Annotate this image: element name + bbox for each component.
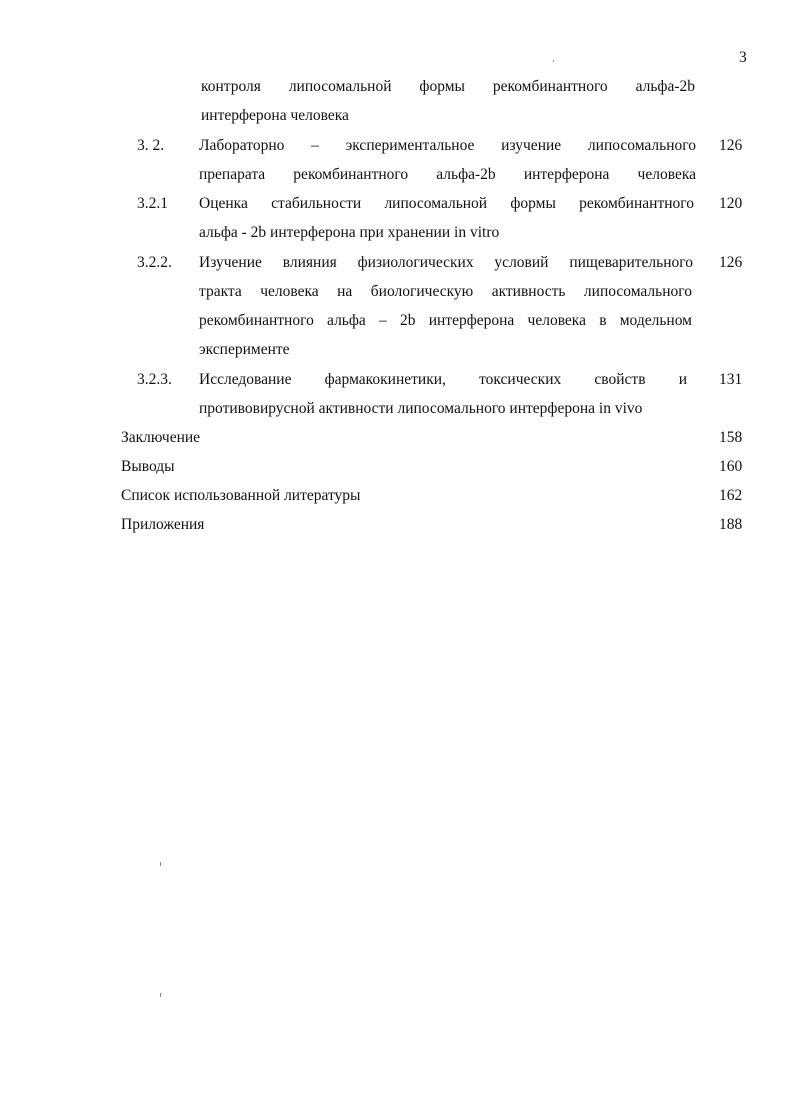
toc-entry-line: тракта человека на биологическую активность липосомального	[199, 283, 692, 300]
toc-entry-line: Изучение влияния физиологических условий пищеварительного	[199, 254, 693, 271]
toc-entry-line: альфа - 2b интерферона при хранении in vitro	[199, 224, 500, 241]
scan-speck	[160, 862, 161, 866]
toc-chapter-title: Список использованной литературы	[121, 487, 361, 504]
toc-chapter-page: 162	[719, 487, 743, 504]
page-number: 3	[739, 49, 747, 66]
toc-entry-line: рекомбинантного альфа – 2b интерферона человека в модельном	[199, 312, 692, 329]
toc-entry-line: противовирусной активности липосомального интерферона in vivo	[199, 400, 643, 417]
toc-entry-line: Лабораторно – экспериментальное изучение липосомального	[199, 137, 696, 154]
toc-entry-number: 3.2.3.	[137, 371, 172, 388]
toc-chapter-title: Заключение	[121, 429, 201, 446]
scan-speck	[160, 993, 161, 997]
toc-entry-page: 126	[719, 254, 743, 271]
scan-speck	[553, 60, 554, 62]
toc-entry-page: 126	[719, 137, 743, 154]
toc-entry-line: Оценка стабильности липосомальной формы рекомбинантного	[199, 195, 694, 212]
toc-entry-number: 3.2.2.	[137, 254, 172, 271]
toc-entry-line: препарата рекомбинантного альфа-2b интерферона человека	[199, 166, 696, 183]
toc-chapter-title: Выводы	[121, 458, 175, 475]
toc-continuation-line-1: контроля липосомальной формы рекомбинантного альфа-2b	[201, 78, 695, 95]
toc-chapter-page: 160	[719, 458, 743, 475]
toc-chapter-page: 158	[719, 429, 743, 446]
toc-entry-number: 3. 2.	[137, 137, 165, 154]
toc-entry-line: эксперименте	[199, 341, 290, 358]
toc-entry-page: 131	[719, 371, 743, 388]
toc-entry-line: Исследование фармакокинетики, токсических свойств и	[199, 371, 687, 388]
toc-entry-page: 120	[719, 195, 743, 212]
toc-continuation-line-2: интерферона человека	[201, 107, 349, 124]
toc-entry-number: 3.2.1	[137, 195, 168, 212]
toc-chapter-page: 188	[719, 516, 743, 533]
toc-chapter-title: Приложения	[121, 516, 205, 533]
